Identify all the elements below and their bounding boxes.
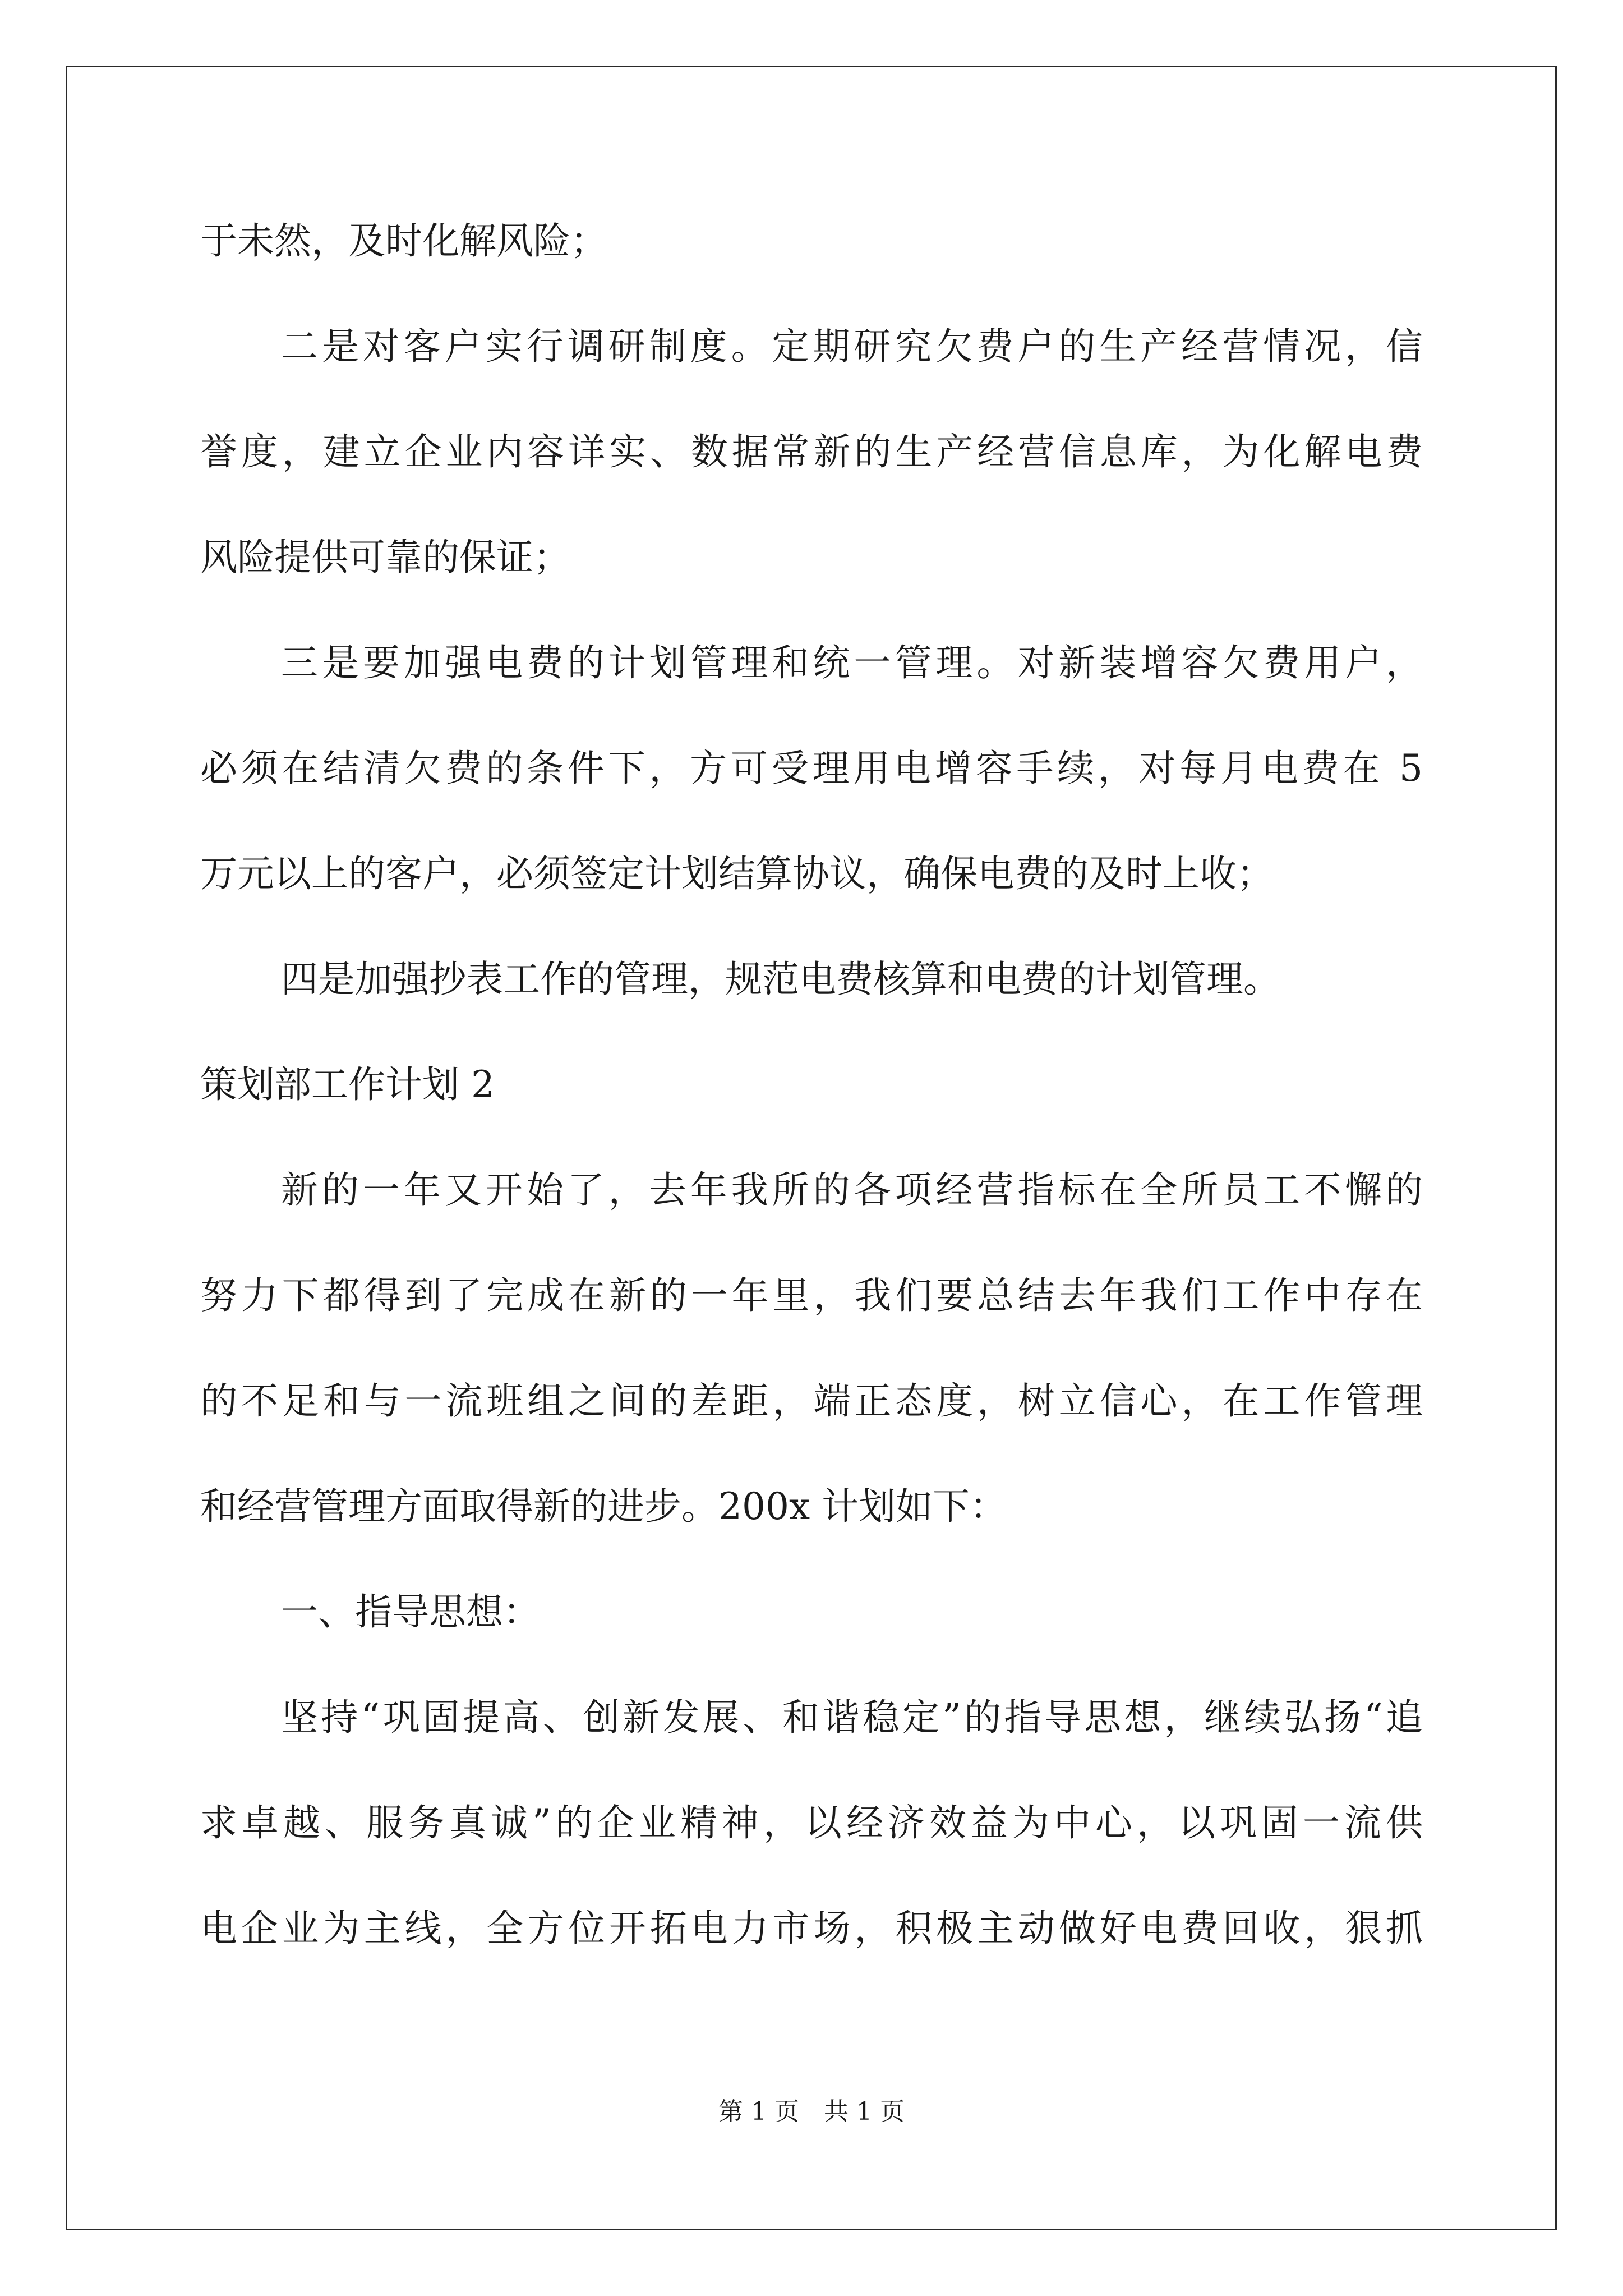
text-line: 必须在结清欠费的条件下，方可受理用电增容手续，对每月电费在 5 xyxy=(200,747,1423,790)
text-line: 电企业为主线，全方位开拓电力市场，积极主动做好电费回收，狠抓 xyxy=(200,1907,1423,1950)
text-line: 风险提供可靠的保证； xyxy=(200,536,570,579)
text-line: 于未然，及时化解风险； xyxy=(200,219,607,263)
text-line: 的不足和与一流班组之间的差距，端正态度，树立信心，在工作管理 xyxy=(200,1379,1423,1423)
text-line: 誉度，建立企业内容详实、数据常新的生产经营信息库，为化解电费 xyxy=(200,430,1423,473)
text-line: 二是对客户实行调研制度。定期研究欠费户的生产经营情况，信 xyxy=(281,325,1423,368)
page-number-footer: 第 1 页 共 1 页 xyxy=(718,2097,905,2126)
text-line: 坚持“巩固提高、创新发展、和谐稳定”的指导思想，继续弘扬“追 xyxy=(281,1696,1423,1739)
text-line: 四是加强抄表工作的管理，规范电费核算和电费的计划管理。 xyxy=(281,958,1280,1001)
text-line: 万元以上的客户，必须签定计划结算协议，确保电费的及时上收； xyxy=(200,852,1274,895)
text-line: 努力下都得到了完成在新的一年里，我们要总结去年我们工作中存在 xyxy=(200,1274,1423,1317)
section-heading: 策划部工作计划 2 xyxy=(200,1063,495,1106)
text-line: 新的一年又开始了，去年我所的各项经营指标在全所员工不懈的 xyxy=(281,1168,1423,1212)
text-line: 三是要加强电费的计划管理和统一管理。对新装增容欠费用户， xyxy=(281,641,1423,684)
text-line: 求卓越、服务真诚”的企业精神，以经济效益为中心，以巩固一流供 xyxy=(200,1801,1423,1844)
subsection-heading: 一、指导思想： xyxy=(281,1590,540,1634)
text-line: 和经营管理方面取得新的进步。200x 计划如下： xyxy=(200,1485,1007,1528)
